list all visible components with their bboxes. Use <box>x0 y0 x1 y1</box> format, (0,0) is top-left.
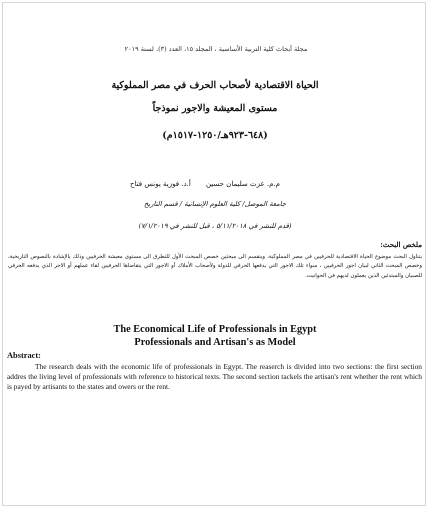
arabic-title-line-2: مستوى المعيشة والاجور نموذجاً <box>152 103 278 114</box>
author-2: أ.د. فوزية يونس فتاح <box>130 180 191 188</box>
arabic-title-line-3: (٦٤٨-٩٢٣هـ/١٢٥٠-١٥١٧م) <box>162 130 268 141</box>
english-title-line-2: Professionals and Artisan's as Model <box>134 337 296 348</box>
arabic-abstract-heading: ملخص البحث: <box>380 240 422 249</box>
affiliation: جامعة الموصل/ كلية العلوم الإنسانية / قسم التاريخ <box>143 200 287 208</box>
english-abstract-container <box>7 362 422 392</box>
journal-header: مجلة أبحاث كلية التربية الأساسية ، المجلد ١٥، العدد (٣)، لسنة ٢٠١٩ <box>124 45 308 53</box>
english-title-line-1: The Economical Life of Professionals in Egypt <box>113 324 317 335</box>
arabic-title-line-1: الحياة الاقتصادية لأصحاب الحرف في مصر المملوكية <box>111 80 319 91</box>
english-abstract-body: The research deals with the economic life of professionals in Egypt. The reaserch is divided into two sections: the first section addres the living level of professionals with reference to historical texts. The second section tackels the artisan's rent whether the rent which is payed by artisants to the states and owers or the rent. <box>7 362 422 391</box>
english-abstract-heading: Abstract: <box>7 351 41 360</box>
author-1: م.م. عزت سليمان حسين <box>205 180 280 188</box>
arabic-abstract-body: يتناول البحث موضوع الحياة الاقتصادية للحرفيين في مصر المملوكية، وينقسم الى مبحثين خصص المبحث الأول للتطرق الى مستوى معيشة الحرفيين وذلك بالإشادة بالنصوص التاريخية، وخصص المبحث الثاني لبيان اجور الحرفيين ، سواء تلك الاجور التي يدفعها الحرفي للدولة ولأصحاب الأملاك أو الاجور التي يتقاضاها الحرفيين لقاء عملهم أو الاجر الذي يدفعه الحرفي للصبيان والمبتدئين الذين يعملون لديهم في الحوانيت. <box>8 254 422 279</box>
submission-dates: (قدم للنشر في ٥/١١/٢٠١٨ ، قبل للنشر في ٧/١/٢٠١٩) <box>138 222 292 230</box>
